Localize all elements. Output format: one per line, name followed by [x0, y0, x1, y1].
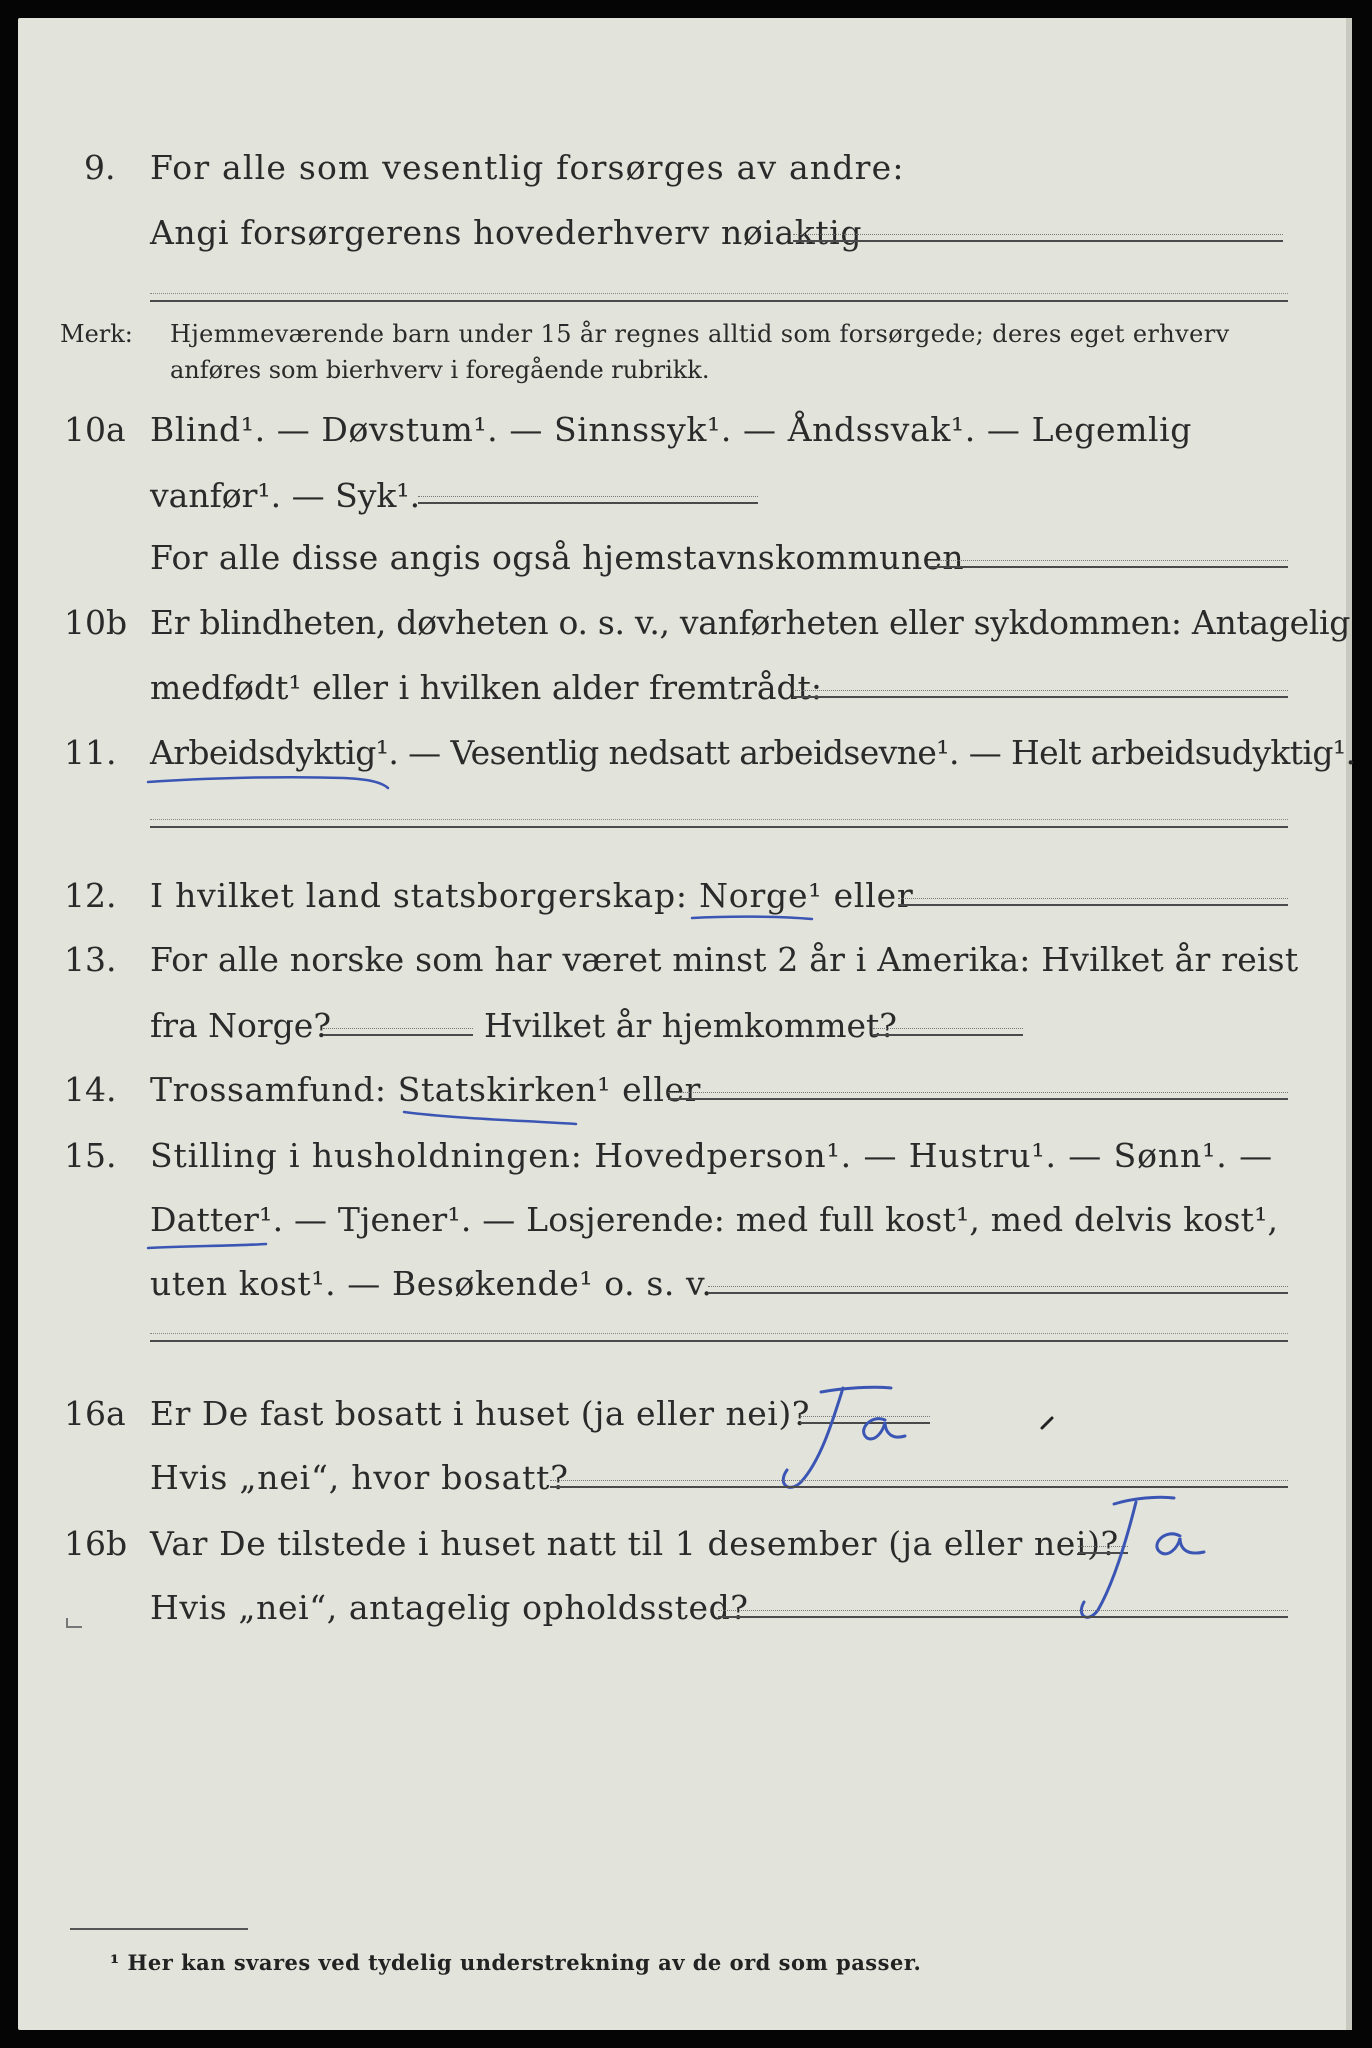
q10a-number: 10a	[64, 410, 126, 449]
footnote-text: ¹ Her kan svares ved tydelig understrekning av de ord som passer.	[110, 1950, 922, 1975]
q12-number: 12.	[64, 876, 117, 915]
q15-line1: Stilling i husholdningen: Hovedperson¹. — Hustru¹. — Sønn¹. —	[150, 1136, 1273, 1175]
census-form-page	[18, 18, 1356, 2030]
q14-handwritten-underline	[400, 1104, 580, 1132]
q16b-line1: Var De tilstede i huset natt til 1 desember (ja eller nei)?	[150, 1524, 1119, 1563]
q10a-syk-field[interactable]	[418, 502, 758, 504]
q11-number: 11.	[64, 733, 117, 772]
q10b-number: 10b	[64, 603, 128, 642]
q10b-answer-field[interactable]	[793, 696, 1288, 698]
footnote-rule	[70, 1928, 248, 1930]
pen-mark	[1038, 1412, 1058, 1432]
q14-number: 14.	[64, 1070, 117, 1109]
q16a-line2: Hvis „nei“, hvor bosatt?	[150, 1458, 569, 1497]
q9-number: 9.	[84, 148, 116, 187]
q10a-line3: For alle disse angis også hjemstavnskommunen	[150, 538, 965, 577]
q9-line2: Angi forsørgerens hovederhverv nøiaktig	[150, 213, 863, 252]
q13-reist-field[interactable]	[323, 1034, 473, 1036]
q10a-hjemstavn-field[interactable]	[928, 566, 1288, 568]
q16b-handwritten-answer	[1058, 1492, 1218, 1632]
q12-handwritten-underline	[688, 908, 818, 932]
merk-line2: anføres som bierhverv i foregående rubrikk.	[170, 356, 710, 384]
q9-continuation-rule	[150, 300, 1288, 302]
q15-number: 15.	[64, 1136, 117, 1175]
q12-line1: I hvilket land statsborgerskap: Norge¹ eller	[150, 876, 914, 915]
q11-line1: Arbeidsdyktig¹. — Vesentlig nedsatt arbeidsevne¹. — Helt arbeidsudyktig¹.	[150, 733, 1356, 772]
q10b-line1: Er blindheten, døvheten o. s. v., vanførheten eller sykdommen: Antagelig	[150, 603, 1351, 642]
q16b-line2: Hvis „nei“, antagelig opholdssted?	[150, 1588, 749, 1627]
q15-handwritten-underline	[144, 1236, 274, 1262]
q13-line1: For alle norske som har været minst 2 år i Amerika: Hvilket år reist	[150, 940, 1299, 979]
q10a-line1: Blind¹. — Døvstum¹. — Sinnssyk¹. — Åndssvak¹. — Legemlig	[150, 410, 1193, 449]
paper-edge	[1346, 18, 1352, 2030]
merk-label: Merk:	[60, 320, 133, 348]
q16a-line1: Er De fast bosatt i huset (ja eller nei)?	[150, 1394, 810, 1433]
q14-line1: Trossamfund: Statskirken¹ eller	[150, 1070, 702, 1109]
q13-line2a: fra Norge?	[150, 1006, 332, 1045]
q15-line3: uten kost¹. — Besøkende¹ o. s. v.	[150, 1264, 713, 1303]
q15-continuation-rule	[150, 1340, 1288, 1342]
q16a-bosatt-field[interactable]	[550, 1486, 1288, 1488]
q15-line2: Datter¹. — Tjener¹. — Losjerende: med full kost¹, med delvis kost¹,	[150, 1200, 1279, 1239]
q10a-line2: vanfør¹. — Syk¹.	[150, 476, 421, 515]
q9-answer-field[interactable]	[793, 240, 1283, 242]
q9-line1: For alle som vesentlig forsørges av andre:	[150, 148, 905, 187]
q16a-number: 16a	[64, 1394, 126, 1433]
q15-answer-field[interactable]	[708, 1292, 1288, 1294]
q13-line2b: Hvilket år hjemkommet?	[484, 1006, 897, 1045]
merk-line1: Hjemmeværende barn under 15 år regnes alltid som forsørgede; deres eget erhverv	[170, 320, 1230, 348]
margin-mark	[66, 1618, 82, 1628]
q16a-handwritten-answer	[773, 1380, 943, 1500]
q11-handwritten-underline	[144, 768, 394, 798]
q16b-number: 16b	[64, 1524, 128, 1563]
q14-answer-field[interactable]	[668, 1098, 1288, 1100]
q12-answer-field[interactable]	[898, 904, 1288, 906]
q13-hjemkommet-field[interactable]	[873, 1034, 1023, 1036]
q16b-opholdssted-field[interactable]	[718, 1616, 1288, 1618]
q10b-line2: medfødt¹ eller i hvilken alder fremtrådt:	[150, 668, 823, 707]
q11-continuation-rule	[150, 826, 1288, 828]
q13-number: 13.	[64, 940, 117, 979]
